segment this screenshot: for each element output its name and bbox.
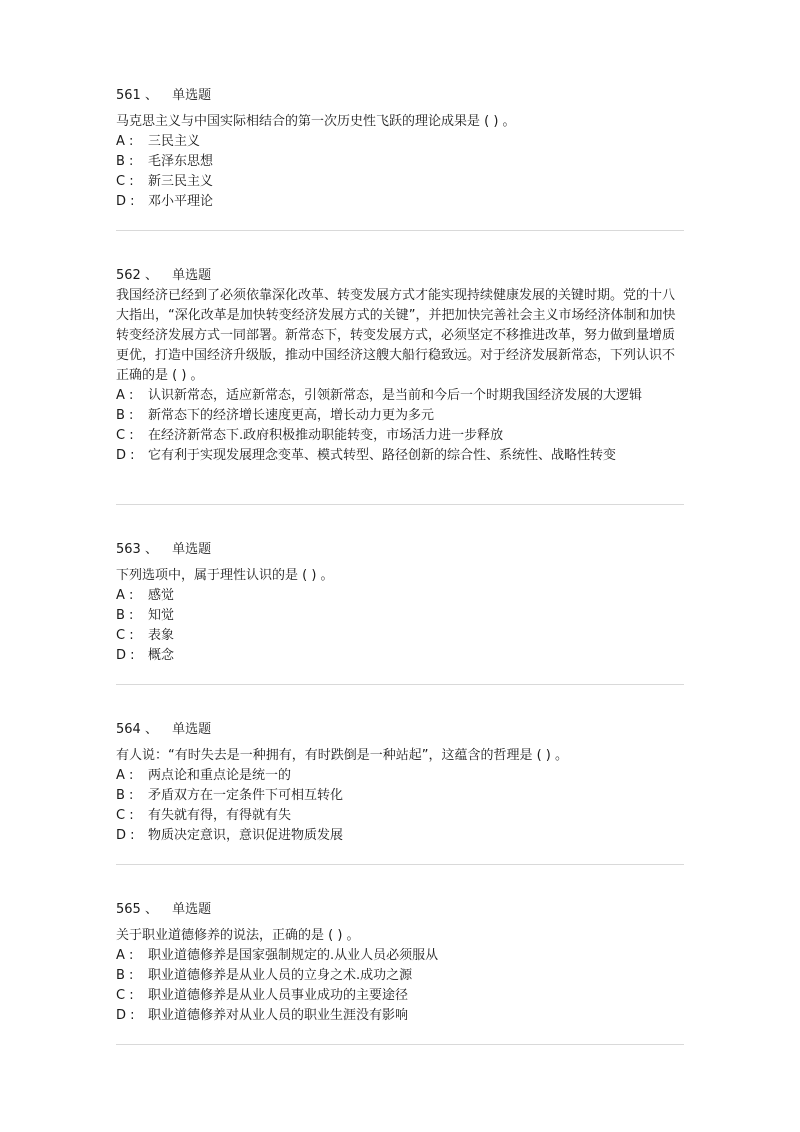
option-a: A : 职业道德修养是国家强制规定的.从业人员必须服从 xyxy=(116,948,439,963)
option-c: C : 在经济新常态下.政府积极推动职能转变，市场活力进一步释放 xyxy=(116,428,504,443)
question-type: 单选题 xyxy=(172,542,212,557)
question-header xyxy=(116,86,684,106)
divider xyxy=(116,684,684,685)
question-562 xyxy=(116,266,684,466)
option-d: D : 概念 xyxy=(116,648,175,663)
question-header xyxy=(116,720,684,740)
divider xyxy=(116,864,684,865)
divider xyxy=(116,230,684,231)
option-a: A : 三民主义 xyxy=(116,134,201,149)
question-type: 单选题 xyxy=(172,902,212,917)
option-d: D : 邓小平理论 xyxy=(116,194,214,209)
question-number: 563 、 xyxy=(116,542,158,557)
option-b: B : 职业道德修养是从业人员的立身之术.成功之源 xyxy=(116,968,413,983)
question-stem: 有人说：“有时失去是一种拥有，有时跌倒是一种站起”，这蕴含的哲理是 ( ) 。 xyxy=(116,748,569,763)
question-number: 562 、 xyxy=(116,268,158,283)
option-c: C : 新三民主义 xyxy=(116,174,214,189)
question-number: 561 、 xyxy=(116,88,158,103)
option-d: D : 职业道德修养对从业人员的职业生涯没有影响 xyxy=(116,1008,409,1023)
question-header xyxy=(116,540,684,560)
question-565 xyxy=(116,900,684,1026)
option-c: C : 职业道德修养是从业人员事业成功的主要途径 xyxy=(116,988,409,1003)
question-stem: 马克思主义与中国实际相结合的第一次历史性飞跃的理论成果是 ( ) 。 xyxy=(116,114,516,129)
divider xyxy=(116,1044,684,1045)
option-d: D : 它有利于实现发展理念变革、模式转型、路径创新的综合性、系统性、战略性转变 xyxy=(116,448,617,463)
question-stem: 我国经济已经到了必须依靠深化改革、转变发展方式才能实现持续健康发展的关键时期。党的十八大指出，“深化改革是加快转变经济发展方式的关键”，并把加快完善社会主义市场经济体制和加快转变经济发展方式一同部署。新常态下，转变发展方式，必须坚定不移推进改革，努力做到量增质更优，打造中国经济升级版，推动中国经济这艘大船行稳致远。对于经济发展新常态，下列认识不正确的是 ( ) 。 xyxy=(116,288,676,383)
question-type: 单选题 xyxy=(172,722,212,737)
option-b: B : 知觉 xyxy=(116,608,175,623)
option-b: B : 矛盾双方在一定条件下可相互转化 xyxy=(116,788,344,803)
question-type: 单选题 xyxy=(172,268,212,283)
option-a: A : 认识新常态，适应新常态，引领新常态，是当前和今后一个时期我国经济发展的大逻辑 xyxy=(116,388,643,403)
question-number: 564 、 xyxy=(116,722,158,737)
question-header xyxy=(116,266,684,286)
question-564 xyxy=(116,720,684,846)
option-a: A : 感觉 xyxy=(116,588,175,603)
option-b: B : 毛泽东思想 xyxy=(116,154,214,169)
option-c: C : 有失就有得，有得就有失 xyxy=(116,808,292,823)
question-563 xyxy=(116,540,684,666)
question-type: 单选题 xyxy=(172,88,212,103)
option-c: C : 表象 xyxy=(116,628,175,643)
question-stem: 下列选项中，属于理性认识的是 ( ) 。 xyxy=(116,568,334,583)
question-header xyxy=(116,900,684,920)
option-d: D : 物质决定意识，意识促进物质发展 xyxy=(116,828,344,843)
question-number: 565 、 xyxy=(116,902,158,917)
option-b: B : 新常态下的经济增长速度更高，增长动力更为多元 xyxy=(116,408,435,423)
question-stem: 关于职业道德修养的说法，正确的是 ( ) 。 xyxy=(116,928,360,943)
question-561 xyxy=(116,86,684,212)
option-a: A : 两点论和重点论是统一的 xyxy=(116,768,292,783)
divider xyxy=(116,504,684,505)
